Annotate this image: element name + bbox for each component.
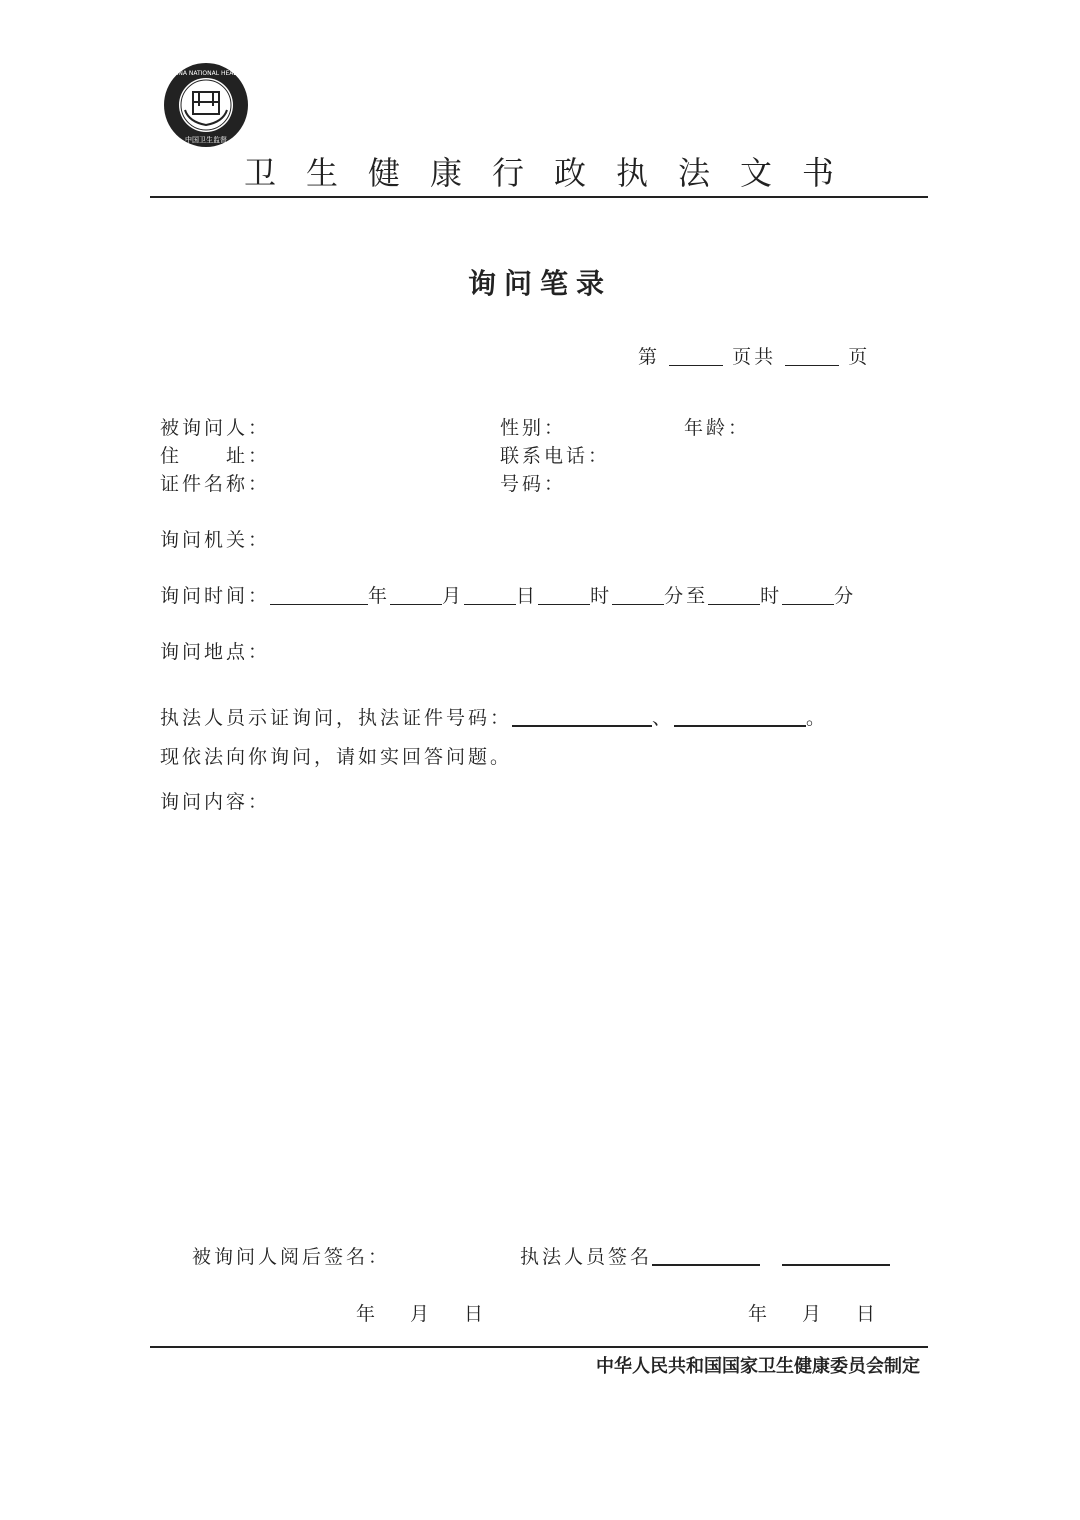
year-blank[interactable] (270, 584, 368, 605)
page-middle: 页共 (732, 346, 777, 368)
header-title: 卫生健康行政执法文书 (243, 154, 864, 192)
credential-label: 执法人员示证询问，执法证件号码： (160, 707, 513, 729)
header-divider (150, 196, 928, 198)
content-label: 询问内容： (160, 791, 271, 813)
interviewee-signature-label: 被询问人阅后签名： (192, 1246, 391, 1268)
svg-text:CHINA NATIONAL HEALTH: CHINA NATIONAL HEALTH (167, 70, 245, 77)
issuer-text: 中华人民共和国国家卫生健康委员会制定 (596, 1356, 920, 1377)
credential-separator: 、 (652, 707, 675, 729)
id-number-label: 号码： (500, 473, 567, 495)
hour-end-blank[interactable] (708, 584, 760, 605)
svg-text:中国卫生监督: 中国卫生监督 (185, 136, 227, 144)
officer-date-day: 日 (856, 1303, 879, 1325)
location-label: 询问地点： (160, 641, 271, 663)
month-blank[interactable] (390, 584, 442, 605)
interviewee-date-month: 月 (410, 1303, 433, 1325)
minute-start-blank[interactable] (612, 584, 664, 605)
officer-date (748, 1299, 878, 1326)
officer-signature-2[interactable] (782, 1244, 890, 1266)
interviewee-label: 被询问人： (160, 417, 271, 439)
credential-number-2[interactable] (674, 705, 806, 727)
age-label: 年龄： (684, 417, 751, 439)
health-inspection-emblem (163, 62, 249, 148)
page-current-blank[interactable] (669, 345, 723, 366)
credential-row (160, 703, 828, 730)
page-prefix: 第 (638, 346, 661, 368)
officer-signature-label: 执法人员签名 (520, 1246, 653, 1268)
time-label: 询问时间： (160, 585, 271, 607)
agency-label: 询问机关： (160, 529, 271, 551)
page-suffix: 页 (848, 346, 871, 368)
officer-date-year: 年 (748, 1303, 771, 1325)
address-label: 住 址： (160, 445, 271, 467)
interviewee-date-year: 年 (356, 1303, 379, 1325)
credential-number-1[interactable] (512, 705, 652, 727)
document-title: 询问笔录 (467, 267, 612, 300)
officer-date-month: 月 (802, 1303, 825, 1325)
officer-signature-1[interactable] (652, 1244, 760, 1266)
year-unit: 年 (368, 585, 391, 607)
notice-text: 现依法向你询问，请如实回答问题。 (160, 746, 513, 768)
credential-period: 。 (806, 707, 829, 729)
interviewee-date (356, 1299, 486, 1326)
day-blank[interactable] (464, 584, 516, 605)
hour-start-unit: 时 (590, 585, 613, 607)
hour-start-blank[interactable] (538, 584, 590, 605)
minute-end-unit: 分 (834, 585, 857, 607)
month-unit: 月 (442, 585, 465, 607)
phone-label: 联系电话： (500, 445, 611, 467)
footer-divider (150, 1346, 928, 1348)
hour-end-unit: 时 (760, 585, 783, 607)
day-unit: 日 (516, 585, 539, 607)
time-row (160, 581, 856, 608)
minute-to-unit: 分至 (664, 585, 709, 607)
interviewee-date-day: 日 (464, 1303, 487, 1325)
minute-end-blank[interactable] (782, 584, 834, 605)
officer-signature-row (520, 1242, 890, 1269)
id-type-label: 证件名称： (160, 473, 271, 495)
page-total-blank[interactable] (785, 345, 839, 366)
page-number (638, 342, 870, 369)
gender-label: 性别： (500, 417, 567, 439)
